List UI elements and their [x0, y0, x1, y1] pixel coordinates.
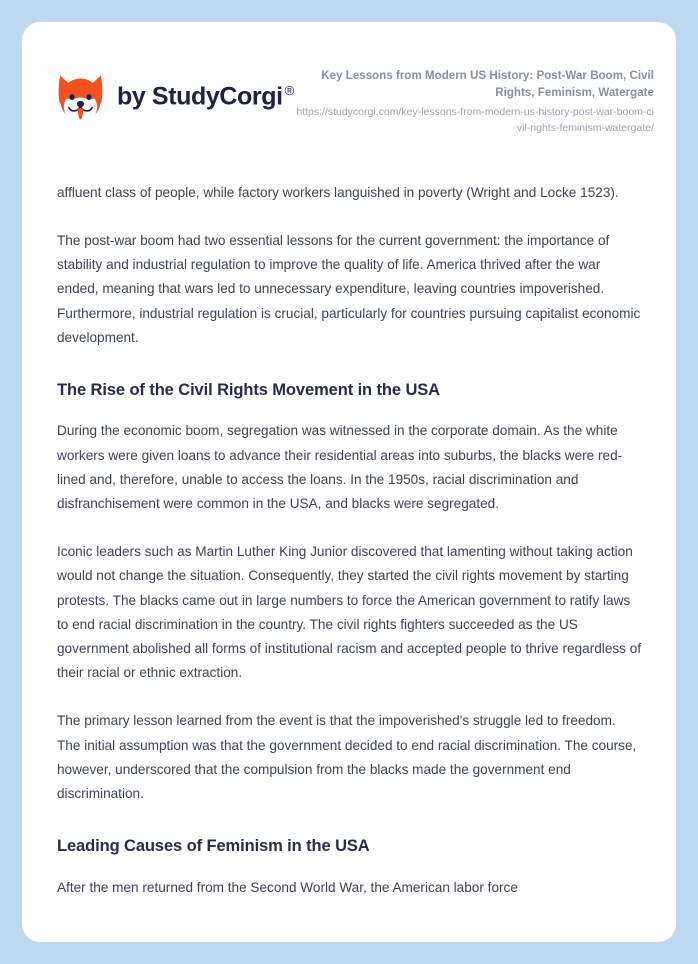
body-paragraph: affluent class of people, while factory workers languished in poverty (Wright and Locke 1523). — [57, 184, 619, 200]
brand-logo-block[interactable] — [57, 66, 294, 122]
brand-name-text: by StudyCorgi — [117, 82, 283, 111]
header-meta-block — [294, 66, 654, 136]
corgi-face-icon — [57, 72, 104, 122]
body-paragraph: After the men returned from the Second World War, the American labor force — [57, 879, 518, 895]
document-header — [22, 22, 676, 136]
body-paragraph: The post-war boom had two essential lessons for the current government: the importance of stability and industrial regulation to improve the quality of life. America thrived after the war ended, meaning that wars led to unnecessary expenditure, leaving countries impoverished. Furthermore, industrial regulation is crucial, particularly for countries pursuing capitalist economic development. — [57, 232, 641, 345]
document-card — [22, 22, 676, 942]
document-body — [22, 181, 676, 900]
section-heading: The Rise of the Civil Rights Movement in the USA — [57, 381, 440, 399]
body-paragraph: The primary lesson learned from the event is that the impoverished's struggle led to freedom. The initial assumption was that the government decided to end racial discrimination. The course, however, underscored that the compulsion from the blacks made the government end discrimination. — [57, 713, 637, 802]
page-title: Key Lessons from Modern US History: Post-War Boom, Civil Rights, Feminism, Watergate — [321, 70, 654, 99]
source-url[interactable]: https://studycorgi.com/key-lessons-from-modern-us-history-post-war-boom-civil-rights-feminism-watergate/ — [296, 106, 654, 134]
section-heading: Leading Causes of Feminism in the USA — [57, 837, 370, 856]
brand-name — [117, 84, 294, 109]
body-paragraph: During the economic boom, segregation was witnessed in the corporate domain. As the white workers were given loans to advance their residential areas into suburbs, the blacks were red-lined and, therefore, unable to access the loans. In the 1950s, racial discrimination and disfranchisement were common in the USA, and blacks were segregated. — [57, 423, 623, 512]
registered-trademark-icon: ® — [284, 83, 294, 99]
body-paragraph: Iconic leaders such as Martin Luther King Junior discovered that lamenting without taking action would not change the situation. Consequently, they started the civil rights movement by starting protests. The blacks came out in large numbers to force the American government to ratify laws to end racial discrimination in the country. The civil rights fighters succeeded as the US government abolished all forms of institutional racism and accepted people to thrive regardless of their racial or ethnic extraction. — [57, 544, 642, 681]
